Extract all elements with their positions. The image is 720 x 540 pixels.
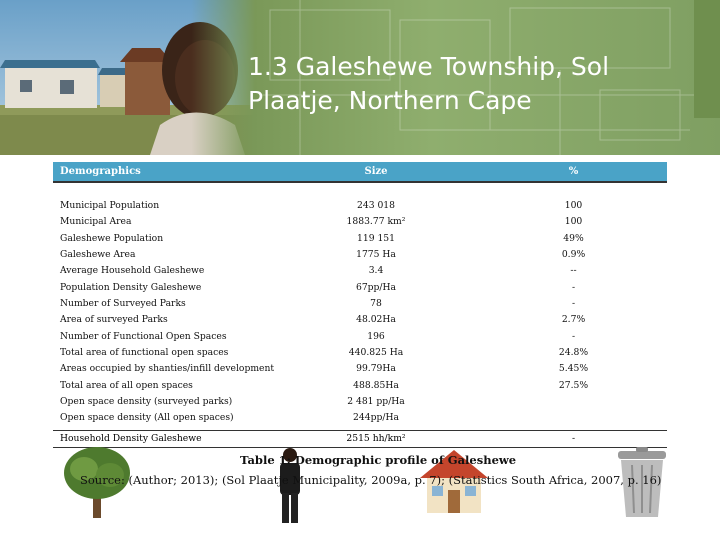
table-row	[53, 265, 667, 281]
table-cell: 100	[564, 216, 583, 227]
table-cell: 48.02Ha	[356, 314, 396, 325]
table-cell: Galeshewe Population	[60, 233, 164, 244]
township-child-photo	[0, 0, 255, 155]
table-cell: 67pp/Ha	[355, 282, 397, 293]
slide-header-banner	[0, 0, 720, 155]
table-cell: -	[571, 298, 576, 309]
table-cell: 5.45%	[558, 363, 589, 374]
table-cell: 100	[564, 200, 583, 211]
table-cell: 27.5%	[558, 380, 589, 391]
header-percent: %	[568, 166, 579, 177]
table-cell: Number of Surveyed Parks	[60, 298, 186, 309]
table-row	[53, 363, 667, 379]
table-cell: Area of surveyed Parks	[60, 314, 168, 325]
table-row	[53, 216, 667, 232]
table-cell: 49%	[563, 233, 584, 244]
table-cell: 99.79Ha	[356, 363, 396, 374]
table-cell: 119 151	[357, 233, 395, 244]
table-row	[53, 380, 667, 396]
table-row	[53, 396, 667, 412]
table-row-household-density	[53, 430, 667, 448]
table-cell: Areas occupied by shanties/infill development	[60, 363, 275, 374]
table-cell: Population Density Galeshewe	[60, 282, 202, 293]
table-cell: 2 481 pp/Ha	[347, 396, 405, 407]
table-cell: 244pp/Ha	[353, 412, 399, 423]
table-cell: Open space density (All open spaces)	[60, 412, 234, 423]
demographics-table	[53, 162, 667, 444]
table-cell: Total area of functional open spaces	[60, 347, 229, 358]
table-cell: Municipal Population	[60, 200, 160, 211]
table-cell: Galeshewe Area	[60, 249, 136, 260]
table-cell: 3.4	[368, 265, 384, 276]
table-cell: Total area of all open spaces	[60, 380, 193, 391]
table-cell: Open space density (surveyed parks)	[60, 396, 233, 407]
table-cell: 196	[367, 331, 385, 342]
table-row	[53, 314, 667, 330]
table-cell: 243 018	[357, 200, 395, 211]
table-row	[53, 233, 667, 249]
table-row	[53, 298, 667, 314]
table-source: Source: (Author; 2013); (Sol Plaatje Municipality, 2009a, p. 7); (Statistics South Africa, 2007, p. 16)	[80, 473, 662, 487]
table-cell: 2515 hh/km²	[346, 433, 406, 444]
table-row	[53, 331, 667, 347]
table-cell: 488.85Ha	[353, 380, 399, 391]
table-cell: 78	[370, 298, 382, 309]
table-body	[53, 182, 667, 437]
table-cell: -	[571, 331, 576, 342]
table-cell: 1883.77 km²	[346, 216, 406, 227]
table-cell: -	[571, 282, 576, 293]
table-cell: 1775 Ha	[356, 249, 396, 260]
table-cell: Municipal Area	[60, 216, 132, 227]
table-caption: Table 1: Demographic profile of Galeshewe	[240, 453, 517, 467]
slide-title: 1.3 Galeshewe Township, Sol Plaatje, Northern Cape	[248, 52, 610, 115]
table-row	[53, 249, 667, 265]
table-cell: 0.9%	[561, 249, 586, 260]
table-cell: -	[571, 433, 576, 444]
table-row	[53, 412, 667, 428]
header-demographics: Demographics	[60, 166, 141, 177]
table-cell: Average Household Galeshewe	[60, 265, 205, 276]
table-row	[53, 347, 667, 363]
table-cell: --	[570, 265, 577, 276]
table-cell: 440.825 Ha	[348, 347, 404, 358]
table-cell: Household Density Galeshewe	[60, 433, 202, 444]
table-cell: Number of Functional Open Spaces	[60, 331, 227, 342]
table-header-row	[53, 162, 667, 182]
header-size: Size	[364, 166, 388, 177]
table-cell: 24.8%	[558, 347, 589, 358]
table-row	[53, 200, 667, 216]
accent-band	[694, 0, 720, 118]
table-row	[53, 282, 667, 298]
table-cell: 2.7%	[561, 314, 586, 325]
